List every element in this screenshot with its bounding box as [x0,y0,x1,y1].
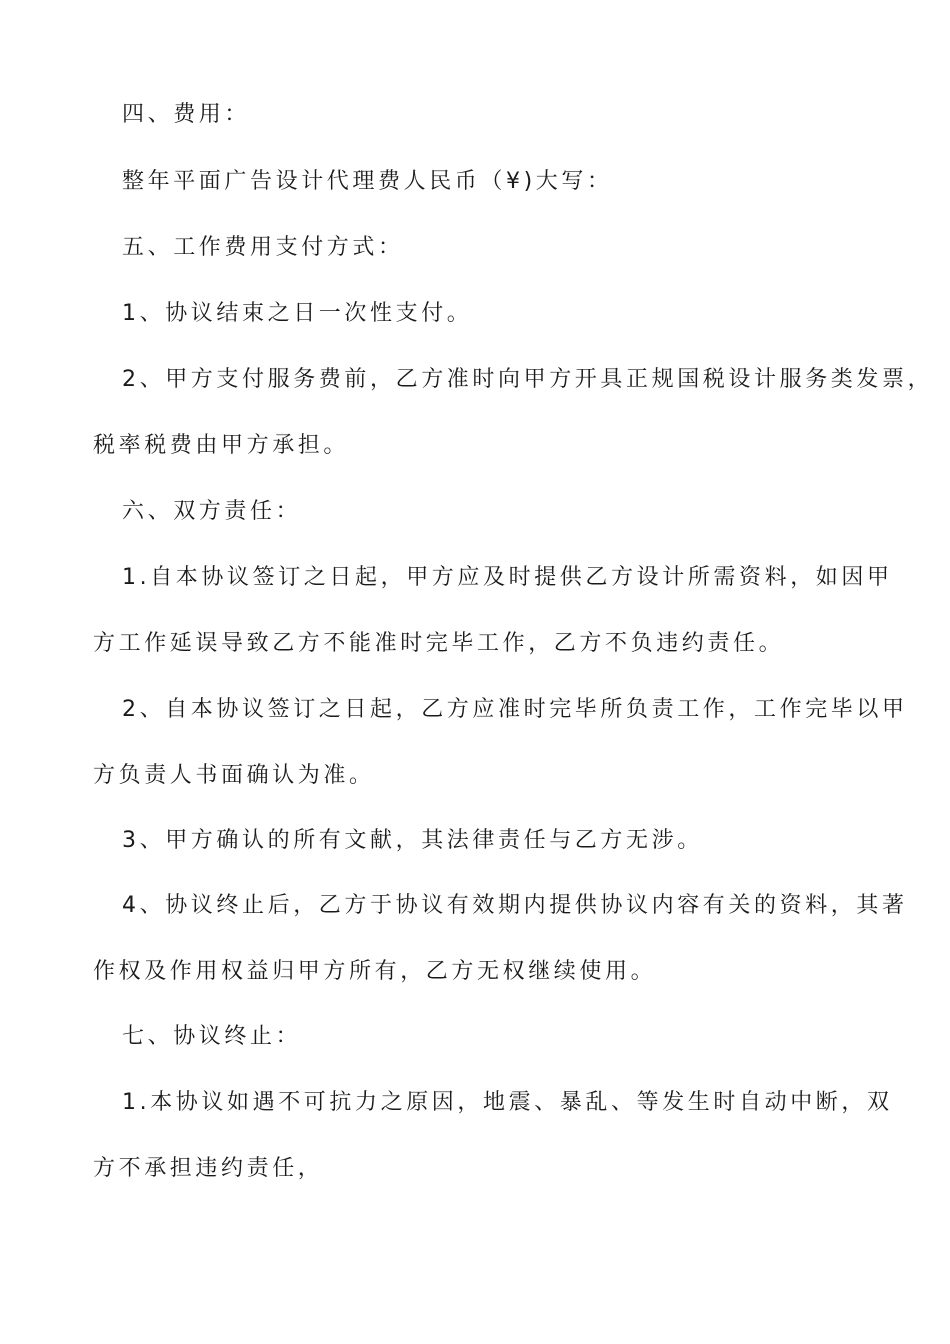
paragraph-responsibility-item-4-cont: 作权及作用权益归甲方所有，乙方无权继续使用。 [93,959,657,984]
paragraph-responsibility-item-1: 1.自本协议签订之日起，甲方应及时提供乙方设计所需资料，如因甲 [122,565,893,590]
paragraph-responsibility-item-2-cont: 方负责人书面确认为准。 [93,763,375,788]
paragraph-payment-item-2: 2、甲方支付服务费前，乙方准时向甲方开具正规国税设计服务类发票， [122,367,934,392]
section-heading-termination: 七、协议终止： [122,1024,302,1049]
paragraph-payment-item-1: 1、协议结束之日一次性支付。 [122,301,473,326]
section-heading-fees: 四、费用： [122,102,251,127]
paragraph-responsibility-item-2: 2、自本协议签订之日起，乙方应准时完毕所负责工作，工作完毕以甲 [122,697,908,722]
paragraph-responsibility-item-3: 3、甲方确认的所有文献，其法律责任与乙方无涉。 [122,828,703,853]
section-heading-responsibilities: 六、双方责任： [122,499,302,524]
paragraph-termination-item-1-cont: 方不承担违约责任， [93,1156,324,1181]
paragraph-termination-item-1: 1.本协议如遇不可抗力之原因，地震、暴乱、等发生时自动中断，双 [122,1090,893,1115]
section-heading-payment-method: 五、工作费用支付方式： [122,235,404,260]
paragraph-responsibility-item-1-cont: 方工作延误导致乙方不能准时完毕工作，乙方不负违约责任。 [93,631,785,656]
paragraph-responsibility-item-4: 4、协议终止后，乙方于协议有效期内提供协议内容有关的资料，其著 [122,893,908,918]
paragraph-annual-fee: 整年平面广告设计代理费人民币（¥)大写： [122,169,613,194]
paragraph-payment-item-2-cont: 税率税费由甲方承担。 [93,433,350,458]
